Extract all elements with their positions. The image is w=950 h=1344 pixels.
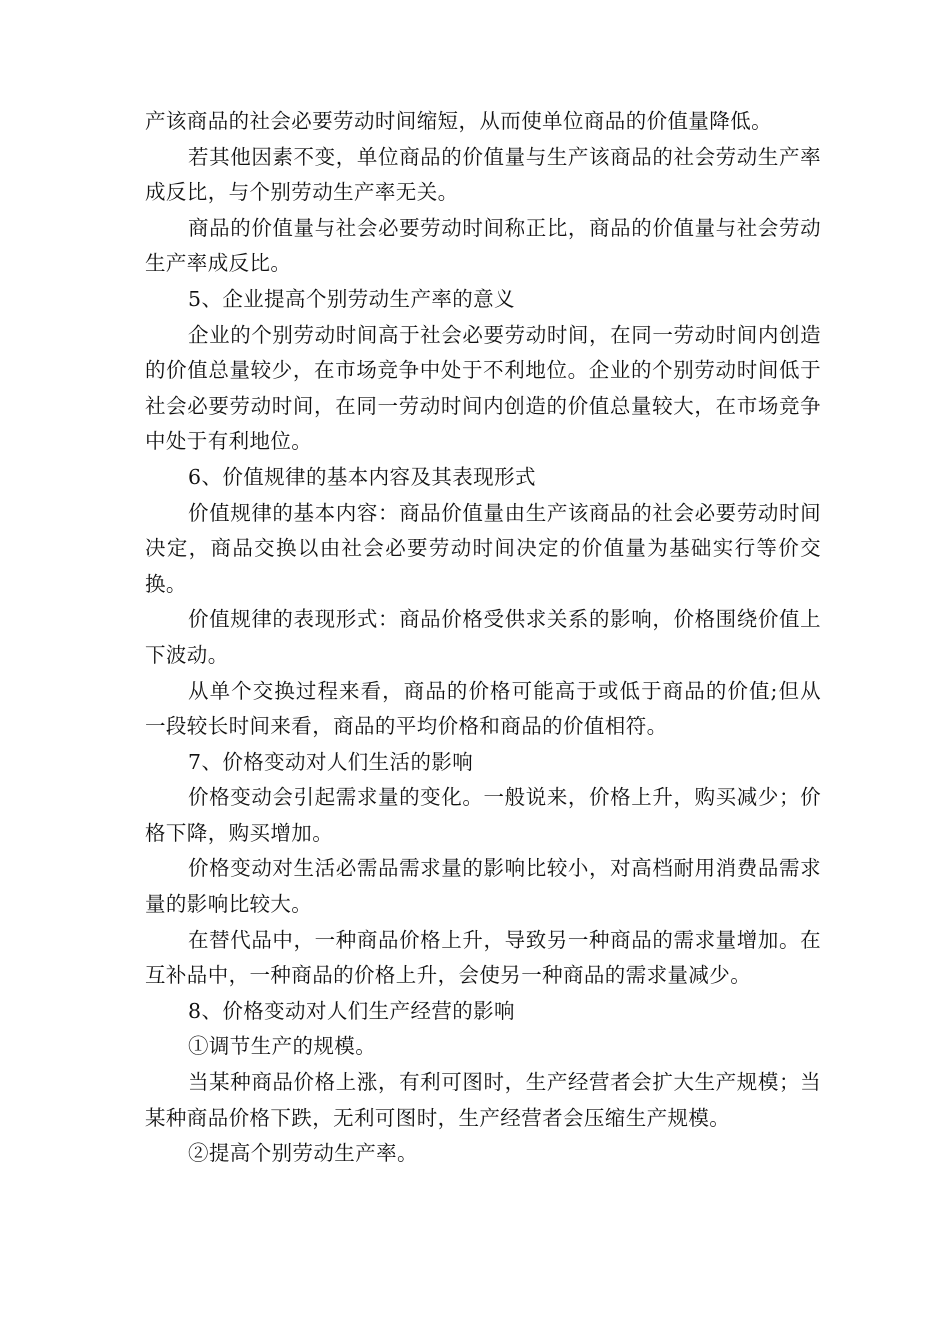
paragraph-necessities-durables: 价格变动对生活必需品需求量的影响比较小，对高档耐用消费品需求量的影响比较大。: [145, 856, 821, 917]
paragraph-production-scale: 当某种商品价格上涨，有利可图时，生产经营者会扩大生产规模；当某种商品价格下跌，无利可图时，生产经营者会压缩生产规模。: [145, 1070, 821, 1130]
paragraph-enterprise-labor-time: 企业的个别劳动时间高于社会必要劳动时间，在同一劳动时间内创造的价值总量较少，在市场竞争中处于不利地位。企业的个别劳动时间低于社会必要劳动时间，在同一劳动时间内创造的价值总量较大，在市场竞争中处于有利地位。: [145, 322, 821, 454]
paragraph-law-of-value-form: 价值规律的表现形式：商品价格受供求关系的影响，价格围绕价值上下波动。: [145, 607, 821, 667]
list-item-1: ①调节生产的规模。: [188, 1034, 377, 1059]
paragraph-substitutes-complements: 在替代品中，一种商品价格上升，导致另一种商品的需求量增加。在互补品中，一种商品的价格上升，会使另一种商品的需求量减少。: [145, 927, 821, 988]
heading-section-7: 7、价格变动对人们生活的影响: [188, 749, 474, 774]
paragraph-law-of-value-content: 价值规律的基本内容：商品价值量由生产该商品的社会必要劳动时间决定，商品交换以由社会必要劳动时间决定的价值量为基础实行等价交换。: [145, 500, 821, 596]
document-page: [145, 104, 821, 1172]
paragraph-price-demand: 价格变动会引起需求量的变化。一般说来，价格上升，购买减少；价格下降，购买增加。: [145, 785, 821, 845]
paragraph-continued: 产该商品的社会必要劳动时间缩短，从而使单位商品的价值量降低。: [145, 109, 772, 133]
heading-section-5: 5、企业提高个别劳动生产率的意义: [188, 286, 515, 311]
list-item-2: ②提高个别劳动生产率。: [188, 1141, 418, 1166]
paragraph-value-proportion: 商品的价值量与社会必要劳动时间称正比，商品的价值量与社会劳动生产率成反比。: [145, 215, 821, 276]
heading-section-6: 6、价值规律的基本内容及其表现形式: [188, 464, 536, 489]
paragraph-price-vs-value: 从单个交换过程来看，商品的价格可能高于或低于商品的价值;但从一段较长时间来看，商品的平均价格和商品的价值相符。: [145, 678, 821, 739]
paragraph-value-vs-productivity: 若其他因素不变，单位商品的价值量与生产该商品的社会劳动生产率成反比，与个别劳动生产率无关。: [145, 144, 821, 205]
heading-section-8: 8、价格变动对人们生产经营的影响: [188, 998, 515, 1023]
